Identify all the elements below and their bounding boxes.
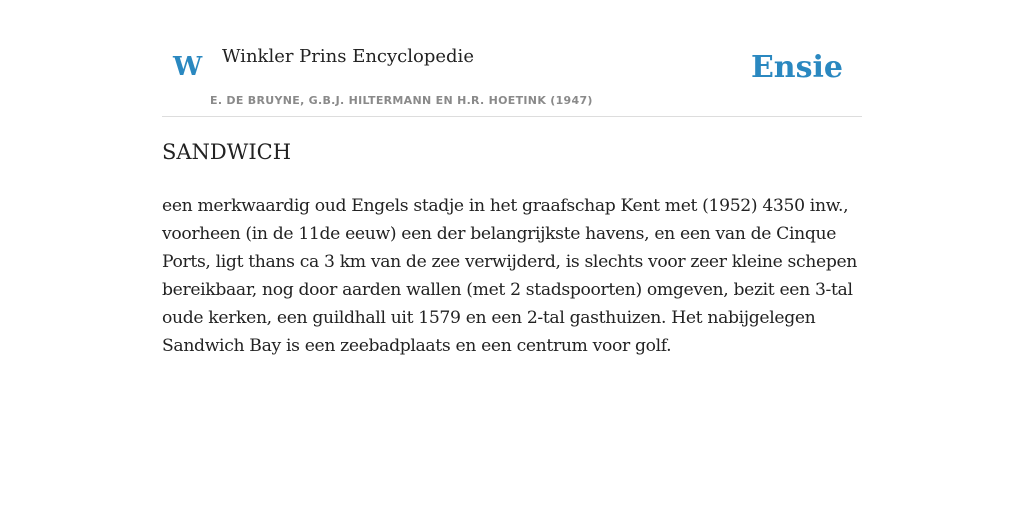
source-header xyxy=(162,40,862,117)
brand-logo[interactable]: Ensie xyxy=(750,50,843,85)
source-title-link[interactable]: Winkler Prins Encyclopedie xyxy=(222,46,474,67)
source-authors: E. DE BRUYNE, G.B.J. HILTERMANN EN H.R. HOETINK (1947) xyxy=(210,94,593,107)
source-logo[interactable]: W xyxy=(173,52,203,82)
entry-title: SANDWICH xyxy=(162,140,292,164)
entry-body: een merkwaardig oud Engels stadje in het graafschap Kent met (1952) 4350 inw., voorheen (in de 11de eeuw) een der belangrijkste havens, en een van de Cinque Ports, ligt thans ca 3 km van de zee verwijderd, is slechts voor zeer kleine schepen bereikbaar, nog door aarden wallen (met 2 stadspoorten) omgeven, bezit een 3-tal oude kerken, een guildhall uit 1579 en een 2-tal gasthuizen. Het nabijgelegen Sandwich Bay is een zeebadplaats en een centrum voor golf. xyxy=(162,196,858,356)
